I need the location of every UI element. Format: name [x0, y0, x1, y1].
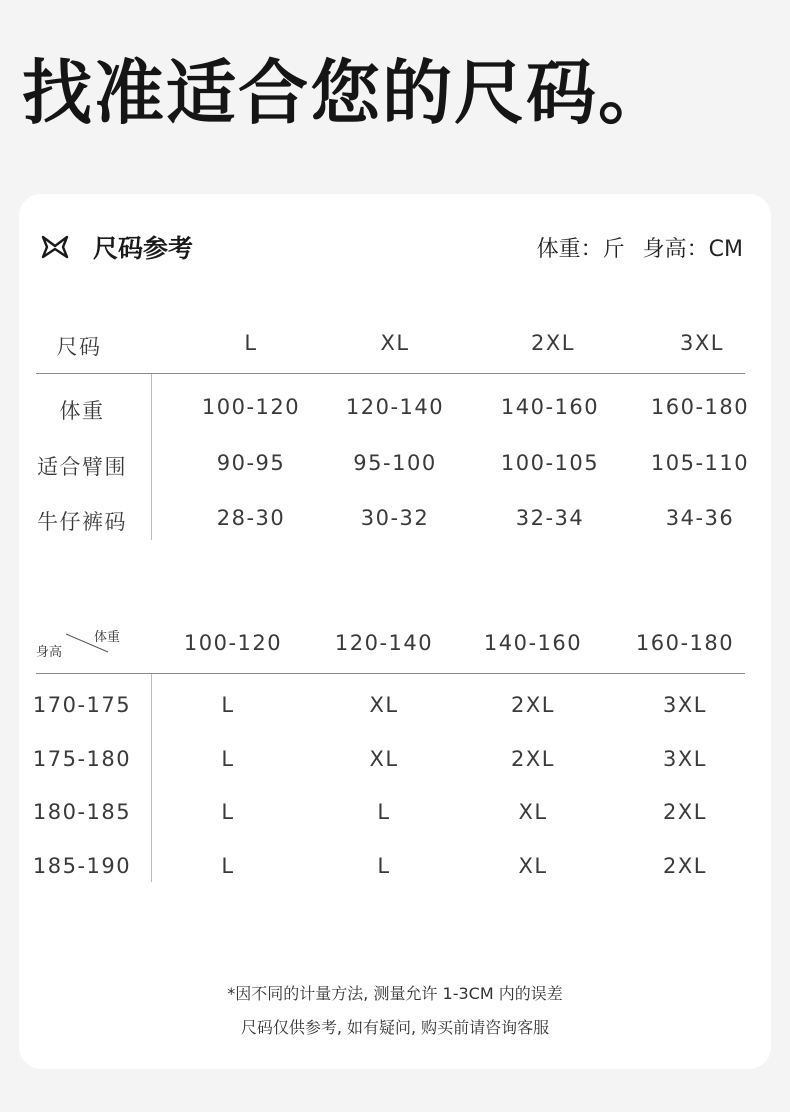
table1-cell: 32-34 — [515, 506, 585, 530]
table2-cell: 2XL — [511, 693, 555, 717]
table2-cell: 3XL — [663, 747, 707, 771]
table1-cell: 100-120 — [201, 395, 301, 419]
weight-unit-label: 体重：斤 — [536, 237, 625, 262]
table1-row-label: 适合臂围 — [37, 455, 127, 479]
table1-header-cell: L — [244, 331, 258, 355]
table2-row-label: 185-190 — [32, 854, 132, 878]
card-title: 尺码参考 — [93, 234, 194, 263]
table1-cell: 120-140 — [345, 395, 445, 419]
table1-row-label: 体重 — [59, 399, 105, 423]
table2-cell: 2XL — [663, 854, 707, 878]
table1-cell: 30-32 — [360, 506, 430, 530]
table2-cell: 3XL — [663, 693, 707, 717]
table2-cell: L — [221, 693, 235, 717]
table2-header-cell: 100-120 — [183, 631, 283, 655]
table2-corner-cell — [34, 626, 124, 660]
table2-cell: 2XL — [663, 800, 707, 824]
reference-note: 尺码仅供参考, 如有疑问, 购买前请咨询客服 — [240, 1018, 550, 1037]
table2-cell: XL — [518, 800, 548, 824]
measurement-note: *因不同的计量方法, 测量允许 1-3CM 内的误差 — [227, 984, 563, 1003]
table2-column-divider — [151, 674, 152, 882]
table2-row-label: 180-185 — [32, 800, 132, 824]
table2-cell: XL — [369, 747, 399, 771]
page-headline: 找准适合您的尺码。 — [22, 52, 670, 134]
table1-cell: 95-100 — [353, 451, 437, 475]
height-unit-label: 身高：CM — [642, 237, 743, 262]
table2-cell: XL — [369, 693, 399, 717]
table1-header-cell: 3XL — [680, 331, 724, 355]
table1-cell: 90-95 — [216, 451, 286, 475]
table1-header-cell: 2XL — [531, 331, 575, 355]
table1-row-label: 牛仔裤码 — [37, 510, 127, 534]
table1-cell: 105-110 — [650, 451, 750, 475]
table2-cell: L — [377, 800, 391, 824]
table1-cell: 140-160 — [500, 395, 600, 419]
table2-cell: L — [221, 747, 235, 771]
table2-cell: 2XL — [511, 747, 555, 771]
table1-cell: 34-36 — [665, 506, 735, 530]
table1-header-cell: XL — [380, 331, 410, 355]
unit-legend — [537, 232, 743, 263]
table2-header-divider — [36, 673, 745, 674]
table2-cell: L — [221, 854, 235, 878]
size-reference-card — [19, 194, 771, 1069]
corner-label-weight: 体重 — [93, 630, 120, 645]
butterfly-logo-icon — [39, 231, 71, 263]
corner-label-height: 身高 — [36, 645, 63, 660]
table1-cell: 100-105 — [500, 451, 600, 475]
table2-row-label: 170-175 — [32, 693, 132, 717]
table2-header-cell: 120-140 — [334, 631, 434, 655]
table2-cell: L — [221, 800, 235, 824]
card-header — [39, 230, 193, 264]
table1-header-divider — [36, 373, 745, 374]
table1-cell: 28-30 — [216, 506, 286, 530]
table2-header-cell: 160-180 — [635, 631, 735, 655]
table2-header-cell: 140-160 — [483, 631, 583, 655]
table2-row-label: 175-180 — [32, 747, 132, 771]
table1-cell: 160-180 — [650, 395, 750, 419]
table2-cell: L — [377, 854, 391, 878]
table2-cell: XL — [518, 854, 548, 878]
table1-header-cell: 尺码 — [56, 335, 102, 359]
table1-column-divider — [151, 374, 152, 540]
